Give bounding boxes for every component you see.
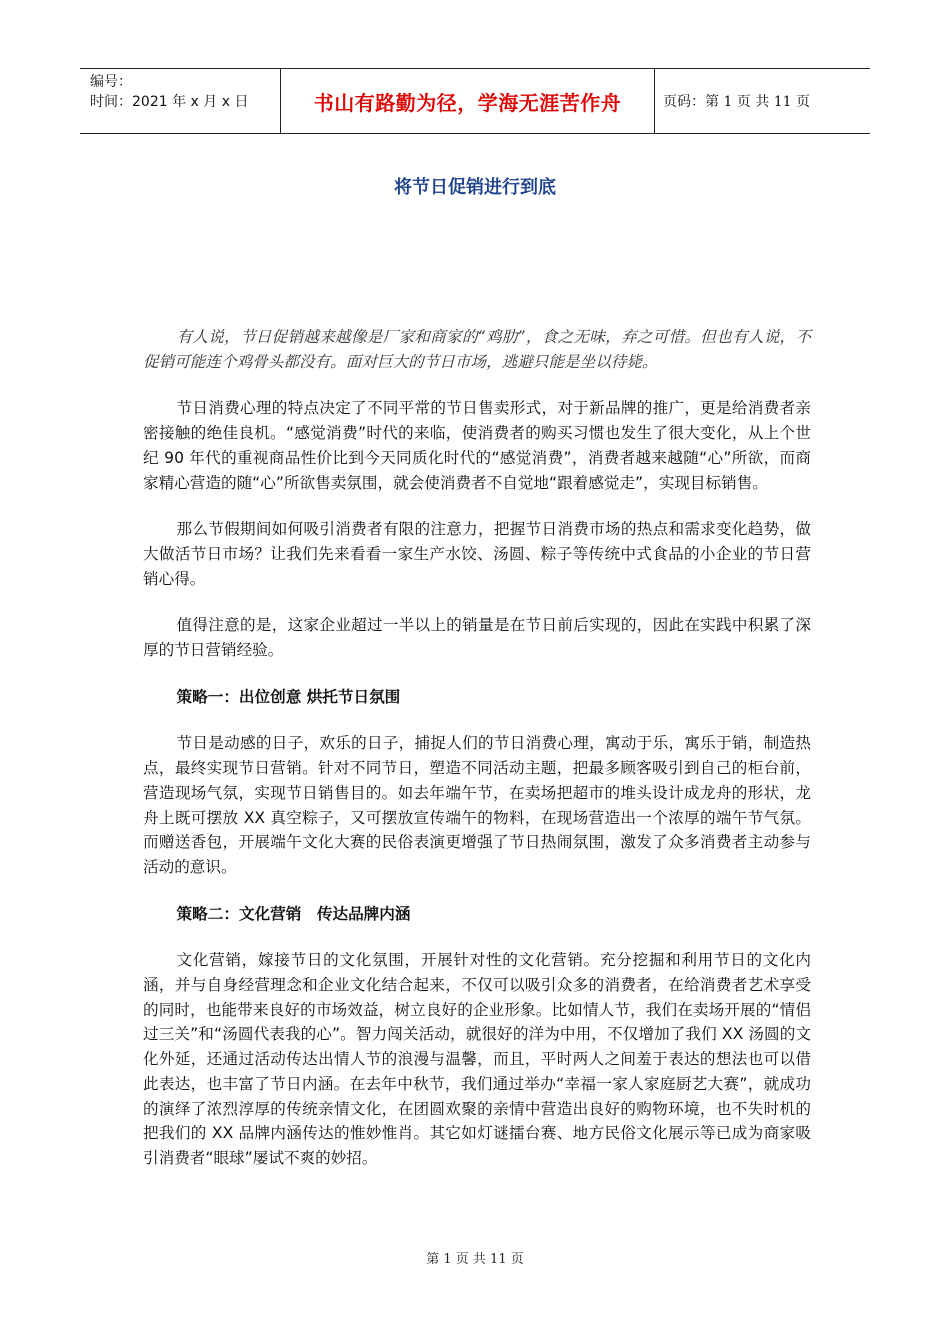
body-paragraph-5: 文化营销，嫁接节日的文化氛围，开展针对性的文化营销。充分挖掘和利用节日的文化内涵，并与自身经营理念和企业文化结合起来，不仅可以吸引众多的消费者，在给消费者艺术享受的同时，也能带来良好的市场效益，树立良好的企业形象。比如情人节，我们在卖场开展的“情侣过三关”和“汤圆代表我的心”。智力闯关活动，就很好的洋为中用，不仅增加了我们 XX 汤圆的文化外延，还通过活动传达出情人节的浪漫与温馨，而且，平时两人之间羞于表达的想法也可以借此表达，也丰富了节日内涵。在去年中秋节，我们通过举办“幸福一家人家庭厨艺大赛”，就成功的演绎了浓烈淳厚的传统亲情文化，在团圆欢聚的亲情中营造出良好的购物环境，也不失时机的把我们的 XX 品牌内涵传达的惟妙惟肖。其它如灯谜擂台赛、地方民俗文化展示等已成为商家吸引消费者“眼球”屡试不爽的妙招。 bbox=[143, 951, 811, 1167]
body-paragraph-2: 那么节假期间如何吸引消费者有限的注意力，把握节日消费市场的热点和需求变化趋势，做大做活节日市场？让我们先来看看一家生产水饺、汤圆、粽子等传统中式食品的小企业的节日营销心得。 bbox=[143, 520, 811, 588]
document-date-label: 时间：2021 年 x 月 x 日 bbox=[90, 94, 249, 110]
header-page-info: 页码：第 1 页 共 11 页 bbox=[663, 94, 810, 110]
document-number-label: 编号： bbox=[90, 74, 132, 90]
header-meta-cell bbox=[80, 69, 281, 133]
header-motto-cell bbox=[281, 69, 655, 133]
page-footer: 第 1 页 共 11 页 bbox=[426, 1252, 524, 1267]
body-paragraph-3: 值得注意的是，这家企业超过一半以上的销量是在节日前后实现的，因此在实践中积累了深厚的节日营销经验。 bbox=[143, 616, 811, 660]
intro-paragraph: 有人说，节日促销越来越像是厂家和商家的“鸡肋”，食之无味，弃之可惜。但也有人说，不促销可能连个鸡骨头都没有。面对巨大的节日市场，逃避只能是坐以待毙。 bbox=[143, 328, 811, 371]
body-paragraph-4: 节日是动感的日子，欢乐的日子，捕捉人们的节日消费心理，寓动于乐，寓乐于销，制造热点，最终实现节日营销。针对不同节日，塑造不同活动主题，把最多顾客吸引到自己的柜台前，营造现场气氛，实现节日销售目的。如去年端午节，在卖场把超市的堆头设计成龙舟的形状，龙舟上既可摆放 XX 真空粽子，又可摆放宣传端午的物料，在现场营造出一个浓厚的端午节气氛。而赠送香包，开展端午文化大赛的民俗表演更增强了节日热闹氛围，激发了众多消费者主动参与活动的意识。 bbox=[143, 734, 811, 876]
header-table bbox=[80, 68, 870, 134]
body-paragraph-1: 节日消费心理的特点决定了不同平常的节日售卖形式，对于新品牌的推广，更是给消费者亲密接触的绝佳良机。“感觉消费”时代的来临，使消费者的购买习惯也发生了很大变化，从上个世纪 90 年代的重视商品性价比到今天同质化时代的“感觉消费”，消费者越来越随“心”所欲，而商家精心营造的随“心”所欲售卖氛围，就会使消费者不自觉地“跟着感觉走”，实现目标销售。 bbox=[143, 399, 811, 492]
document-body bbox=[143, 325, 811, 1171]
header-motto: 书山有路勤为径，学海无涯苦作舟 bbox=[313, 90, 622, 115]
section-heading-1: 策略一：出位创意 烘托节日氛围 bbox=[176, 687, 401, 706]
document-title: 将节日促销进行到底 bbox=[394, 177, 556, 198]
section-heading-2: 策略二：文化营销 传达品牌内涵 bbox=[176, 904, 411, 923]
header-page-cell bbox=[655, 69, 870, 133]
